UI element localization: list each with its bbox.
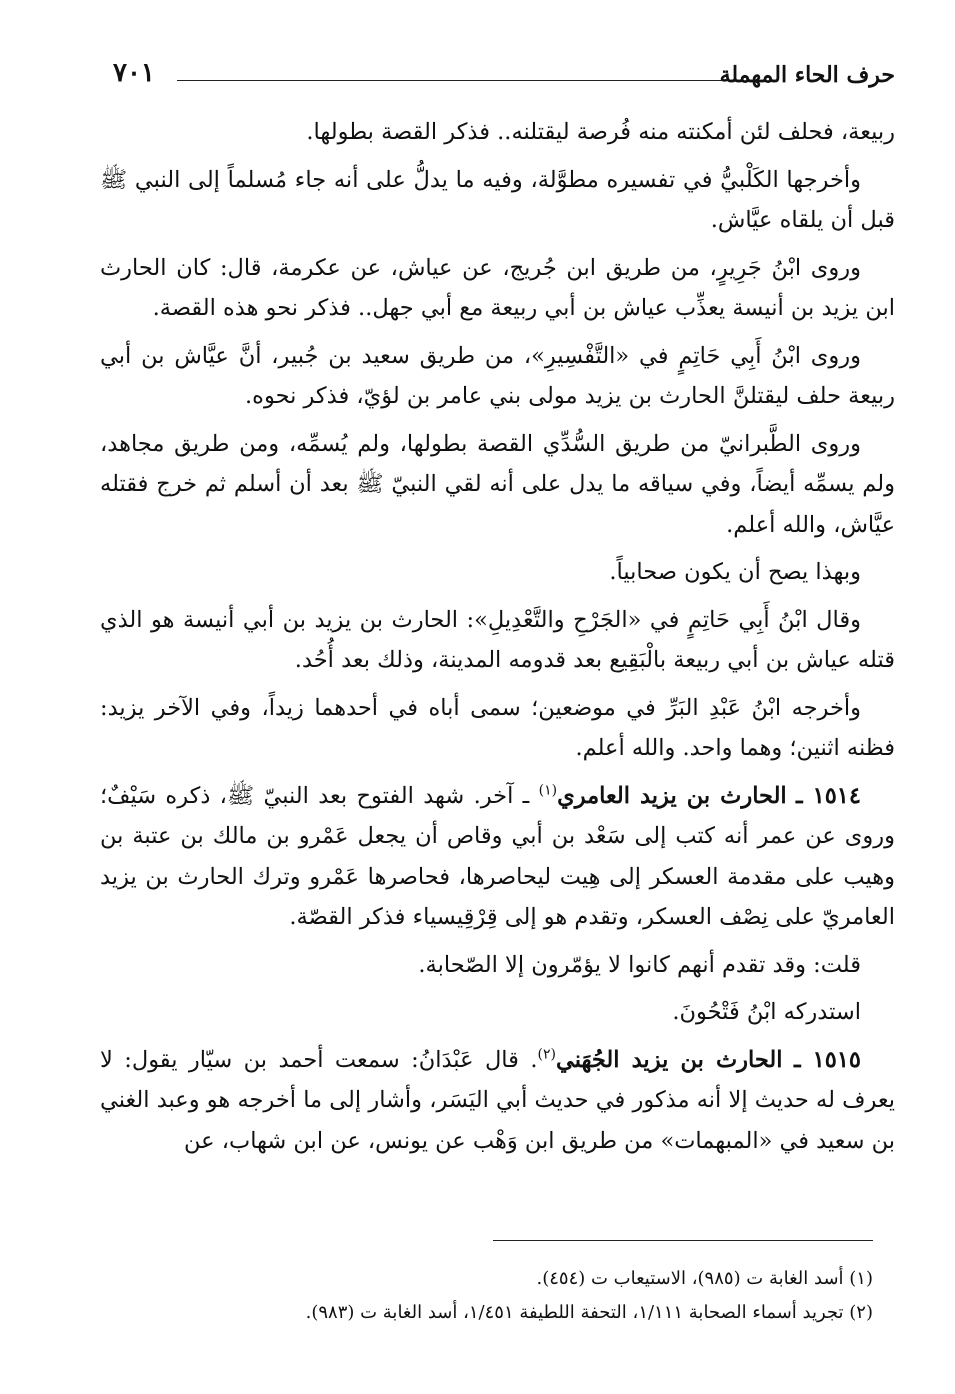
footnote: (١) أسد الغابة ت (٩٨٥)، الاستيعاب ت (٤٥٤). xyxy=(536,1268,873,1289)
body-text xyxy=(100,112,895,1168)
footnote-ref: (١) xyxy=(538,782,558,798)
paragraph: وروى الطَّبرانيّ من طريق السُّدِّي القصة بطولها، ولم يُسمِّه، ومن طريق مجاهد، ولم يسمِّه أيضاً، وفي سياقه ما يدل على أنه لقي النبيّ ﷺ بعد أن أسلم ثم خرج فقتله عيَّاش، والله أعلم. xyxy=(100,430,895,538)
entry-number: ١٥١٤ ـ xyxy=(796,782,861,809)
page-number: ٧٠١ xyxy=(113,58,155,88)
page-header xyxy=(105,52,895,96)
entry-1514 xyxy=(100,776,895,938)
paragraph: وأخرجه ابْنُ عَبْدِ البَرِّ في موضعين؛ سمى أباه في أحدهما زيداً، وفي الآخر يزيد: فظنه اثنين؛ وهما واحد. والله أعلم. xyxy=(100,694,895,761)
footnote-rule xyxy=(493,1240,873,1241)
paragraph: وبهذا يصح أن يكون صحابياً. xyxy=(609,559,861,585)
running-title: حرف الحاء المهملة xyxy=(719,62,895,88)
entry-text: ـ آخر. شهد الفتوح بعد النبيّ ﷺ، ذكره سَيْفٌ؛ وروى عن عمر أنه كتب إلى سَعْد بن أبي وقاص أن يجعل عَمْرو بن مالك بن عتبة بن وهيب على مقدمة العسكر إلى هِيت ليحاصرها، فحاصرها عَمْرو وترك الحارث بن يزيد العامريّ على نِصْف العسكر، وتقدم هو إلى قِرْقِيسياء فذكر القصّة. xyxy=(100,782,895,930)
paragraph: وروى ابْنُ جَرِيرٍ، من طريق ابن جُريج، عن عياش، عن عكرمة، قال: كان الحارث ابن يزيد بن أنيسة يعذِّب عياش بن أبي ربيعة مع أبي جهل.. فذكر نحو هذه القصة. xyxy=(100,254,895,321)
header-rule xyxy=(177,80,727,81)
paragraph: وقال ابْنُ أَبِي حَاتِمٍ في «الجَرْحِ والتَّعْدِيلِ»: الحارث بن يزيد بن أبي أنيسة هو الذي قتله عياش بن أبي ربيعة بالْبَقِيع بعد قدومه المدينة، وذلك بعد أُحُد. xyxy=(100,606,895,673)
footnotes xyxy=(93,1262,873,1330)
footnote-ref: (٢) xyxy=(537,1046,556,1062)
paragraph: وأخرجها الكَلْبيُّ في تفسيره مطوَّلة، وفيه ما يدلُّ على أنه جاء مُسلماً إلى النبي ﷺ قبل أن يلقاه عيَّاش. xyxy=(100,166,895,233)
entry-name: الحارث بن يزيد الجُهَني xyxy=(555,1046,783,1073)
paragraph: وروى ابْنُ أَبِي حَاتِمٍ في «التَّفْسِيرِ»، من طريق سعيد بن جُبير، أنَّ عيَّاش بن أبي ربيعة حلف ليقتلنَّ الحارث بن يزيد مولى بني عامر بن لؤيّ، فذكر نحوه. xyxy=(100,342,895,409)
entry-text: . قال عَبْدَانُ: سمعت أحمد بن سيّار يقول: لا يعرف له حديث إلا أنه مذكور في حديث أبي اليَسَر، وأشار إلى ما أخرجه هو وعبد الغني بن سعيد في «المبهمات» من طريق ابن وَهْب عن يونس، عن ابن شهاب، عن xyxy=(100,1046,895,1154)
entry-1515 xyxy=(100,1040,895,1162)
paragraph: استدركه ابْنُ فَتْحُونَ. xyxy=(672,999,861,1025)
paragraph: قلت: وقد تقدم أنهم كانوا لا يؤمّرون إلا الصّحابة. xyxy=(418,951,861,978)
paragraph: ربيعة، فحلف لئن أمكنته منه فُرصة ليقتلنه.. فذكر القصة بطولها. xyxy=(306,119,895,145)
entry-name: الحارث بن يزيد العامري xyxy=(557,782,787,809)
footnote: (٢) تجريد أسماء الصحابة ١/١١١، التحفة اللطيفة ١/٤٥١، أسد الغابة ت (٩٨٣). xyxy=(305,1302,873,1323)
entry-number: ١٥١٥ ـ xyxy=(793,1046,861,1073)
